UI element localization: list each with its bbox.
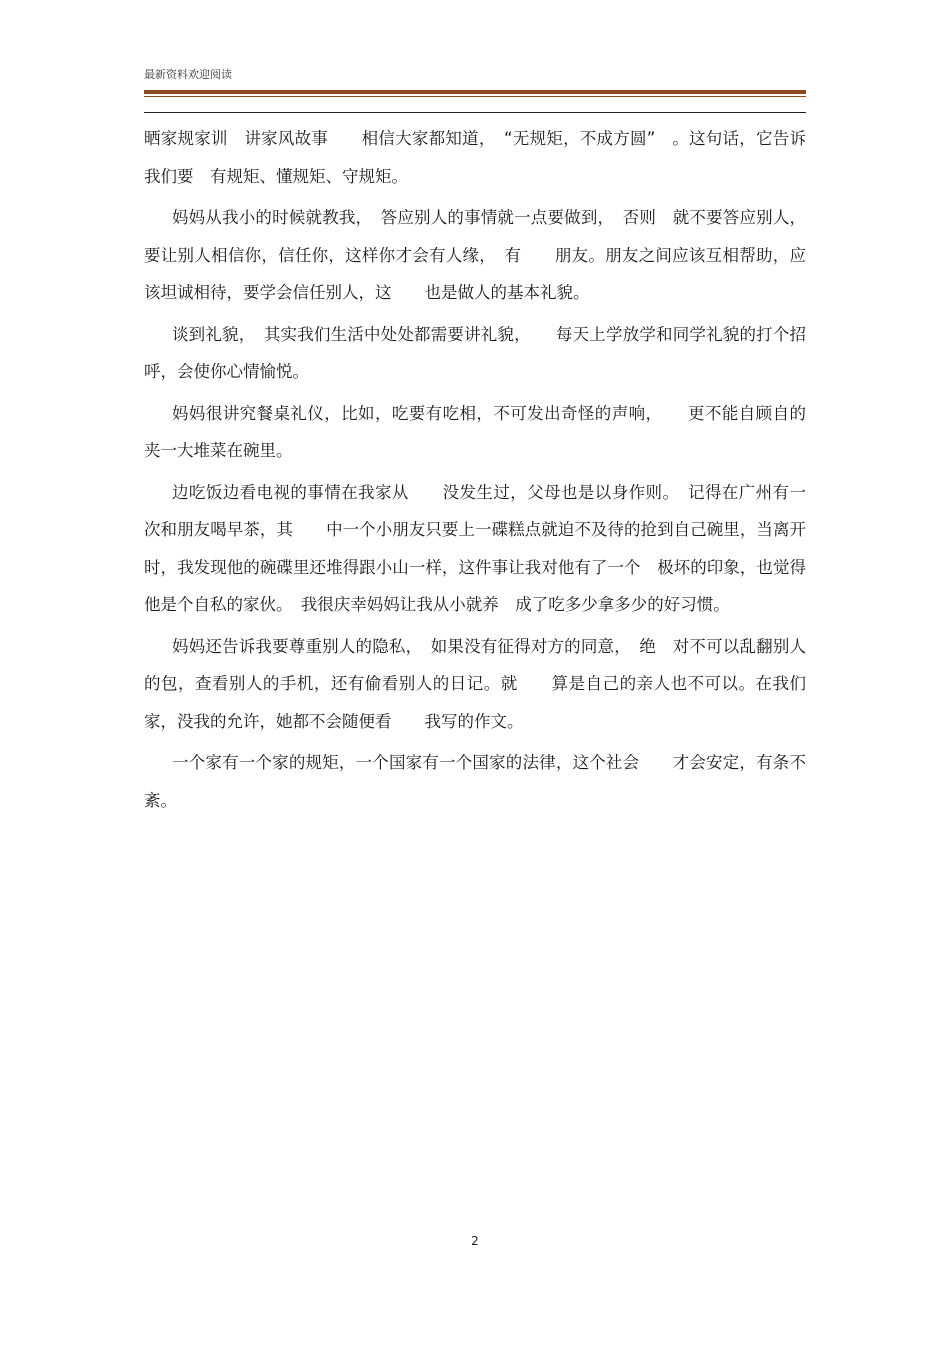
- paragraph-5: 边吃饭边看电视的事情在我家从 没发生过，父母也是以身作则。 记得在广州有一次和朋友喝早茶，其 中一个小朋友只要上一碟糕点就迫不及待的抢到自己碗里，当离开 时，我发现他的碗碟里还堆得跟小山一样，这件事让我对他有了一个 极坏的印象，也觉得他是个自私的家伙。 我很庆幸妈妈让我从小就养 成了吃多少拿多少的好习惯。: [144, 482, 823, 614]
- paragraph-6: 妈妈还告诉我要尊重别人的隐私， 如果没有征得对方的同意， 绝 对不可以乱翻别人的包，查看别人的手机，还有偷看别人的日记。就 算是自己的亲人也不可以。在我们家，没我的允许，她都不会随便看 我写的作文。: [144, 636, 806, 731]
- paragraph-2: 妈妈从我小的时候就教我， 答应别人的事情就一点要做到， 否则 就不要答应别人，要让别人相信你，信任你，这样你才会有人缘， 有 朋友。朋友之间应该互相帮助，应该坦诚相待，要学会信任别人，这 也是做人的基本礼貌。: [144, 208, 806, 302]
- header-rule-thin: [144, 96, 806, 97]
- header-title: 最新资料欢迎阅读: [144, 68, 232, 81]
- document-body: [144, 120, 823, 823]
- paragraph-3: 谈到礼貌， 其实我们生活中处处都需要讲礼貌， 每天上学放学和同学礼貌的打个招呼，会使你心情愉悦。: [144, 324, 806, 381]
- page-number: 2: [471, 1234, 479, 1248]
- header-rule-thick: [144, 90, 806, 94]
- paragraph-4: 妈妈很讲究餐桌礼仪，比如，吃要有吃相，不可发出奇怪的声响， 更不能自顾自的夹一大堆菜在碗里。: [144, 403, 806, 460]
- header-rule-bottom: [144, 112, 806, 113]
- paragraph-1: 晒家规家训 讲家风故事 相信大家都知道， “无规矩，不成方圆” 。这句话，它告诉我们要 有规矩、懂规矩、守规矩。: [144, 129, 806, 186]
- paragraph-7: 一个家有一个家的规矩，一个国家有一个国家的法律，这个社会 才会安定，有条不紊。: [144, 753, 806, 810]
